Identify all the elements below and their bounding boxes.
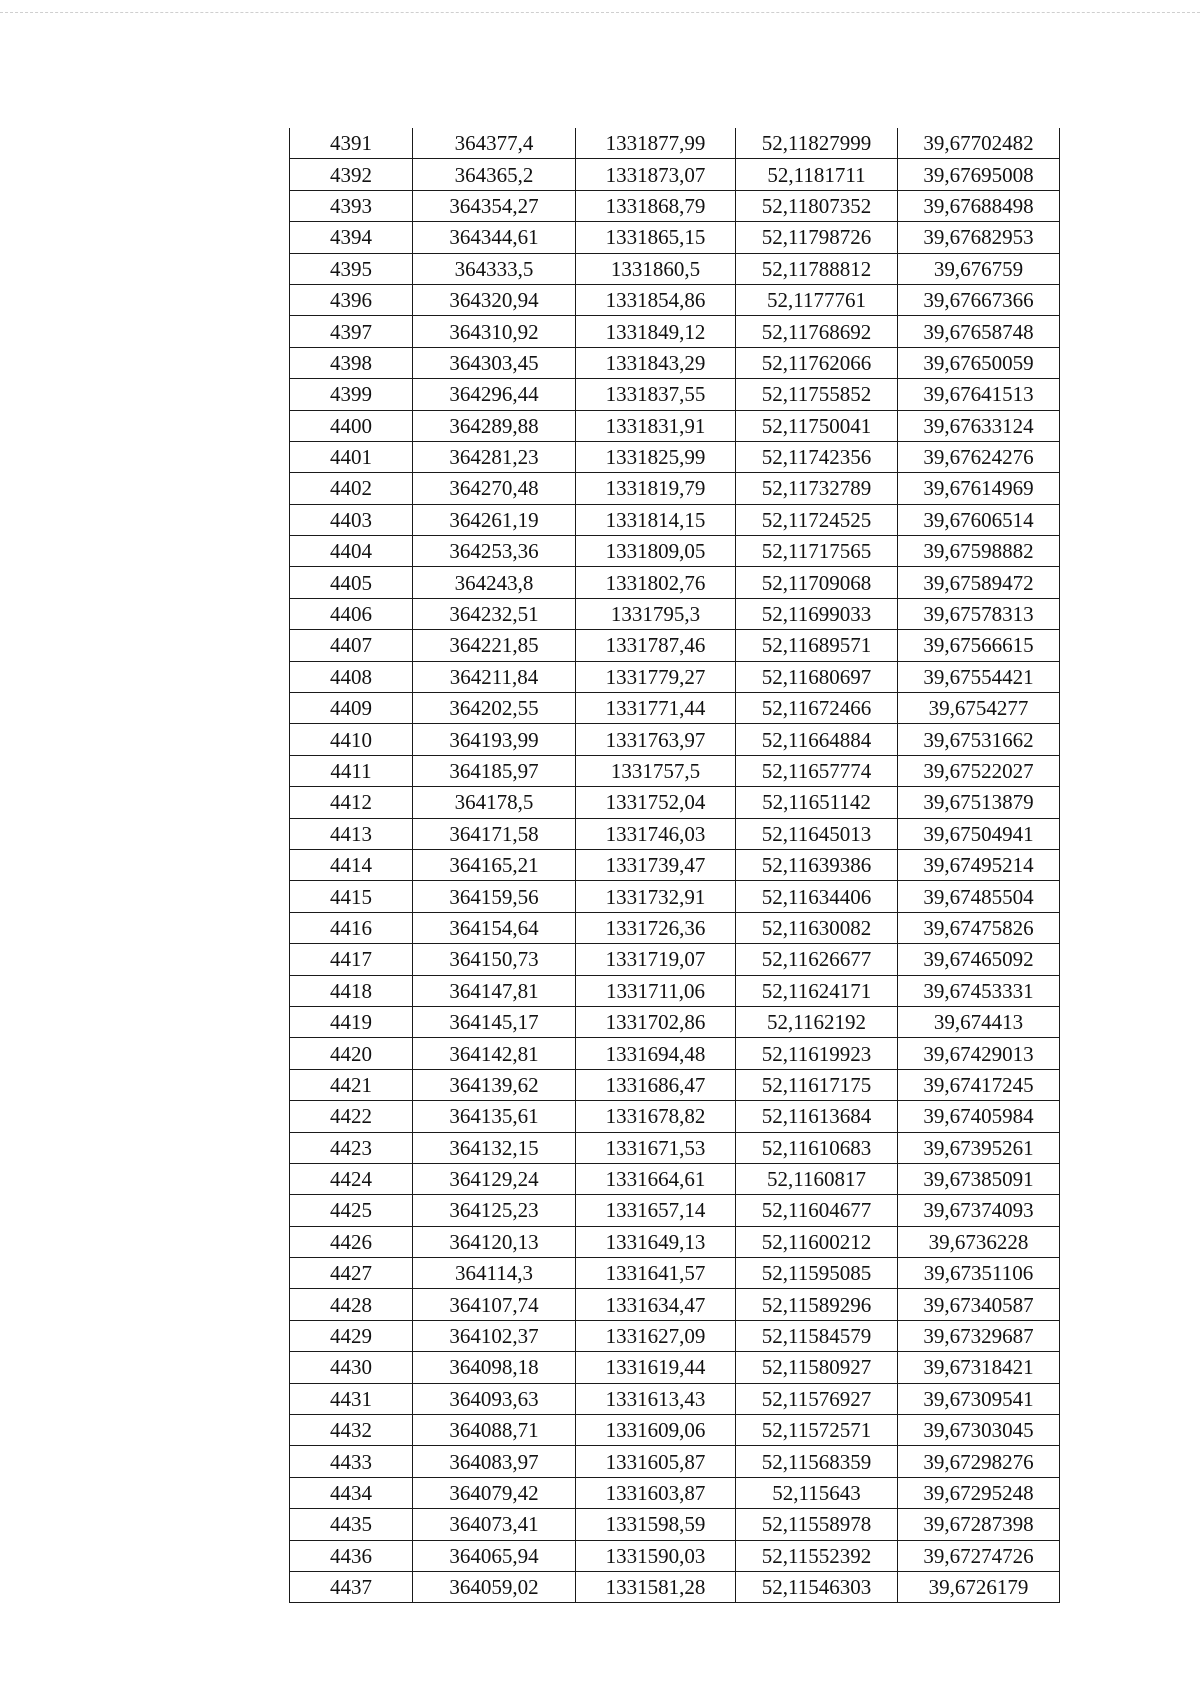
x-coordinate-cell: 364159,56 (413, 881, 576, 912)
y-coordinate-cell: 1331854,86 (576, 284, 736, 315)
point-number-cell: 4426 (290, 1226, 413, 1257)
x-coordinate-cell: 364221,85 (413, 630, 576, 661)
point-number-cell: 4435 (290, 1509, 413, 1540)
latitude-cell: 52,11630082 (736, 912, 898, 943)
y-coordinate-cell: 1331752,04 (576, 787, 736, 818)
longitude-cell: 39,67641513 (898, 379, 1060, 410)
latitude-cell: 52,1160817 (736, 1163, 898, 1194)
point-number-cell: 4422 (290, 1101, 413, 1132)
scan-edge-line (0, 12, 1200, 13)
x-coordinate-cell: 364132,15 (413, 1132, 576, 1163)
longitude-cell: 39,67658748 (898, 316, 1060, 347)
longitude-cell: 39,67453331 (898, 975, 1060, 1006)
y-coordinate-cell: 1331671,53 (576, 1132, 736, 1163)
latitude-cell: 52,1162192 (736, 1006, 898, 1037)
longitude-cell: 39,67695008 (898, 159, 1060, 190)
y-coordinate-cell: 1331726,36 (576, 912, 736, 943)
latitude-cell: 52,11600212 (736, 1226, 898, 1257)
y-coordinate-cell: 1331868,79 (576, 190, 736, 221)
longitude-cell: 39,67309541 (898, 1383, 1060, 1414)
table-row (290, 1477, 1060, 1508)
point-number-cell: 4421 (290, 1069, 413, 1100)
latitude-cell: 52,11672466 (736, 693, 898, 724)
y-coordinate-cell: 1331678,82 (576, 1101, 736, 1132)
table-row (290, 881, 1060, 912)
table-row (290, 724, 1060, 755)
longitude-cell: 39,67522027 (898, 755, 1060, 786)
x-coordinate-cell: 364150,73 (413, 944, 576, 975)
x-coordinate-cell: 364281,23 (413, 441, 576, 472)
longitude-cell: 39,67351106 (898, 1258, 1060, 1289)
table-row (290, 536, 1060, 567)
x-coordinate-cell: 364178,5 (413, 787, 576, 818)
y-coordinate-cell: 1331627,09 (576, 1320, 736, 1351)
coordinates-table-container (289, 128, 1059, 1603)
y-coordinate-cell: 1331873,07 (576, 159, 736, 190)
x-coordinate-cell: 364125,23 (413, 1195, 576, 1226)
y-coordinate-cell: 1331649,13 (576, 1226, 736, 1257)
longitude-cell: 39,67340587 (898, 1289, 1060, 1320)
y-coordinate-cell: 1331865,15 (576, 222, 736, 253)
coordinates-table-body (290, 128, 1060, 1603)
longitude-cell: 39,67682953 (898, 222, 1060, 253)
latitude-cell: 52,11788812 (736, 253, 898, 284)
y-coordinate-cell: 1331605,87 (576, 1446, 736, 1477)
point-number-cell: 4436 (290, 1540, 413, 1571)
latitude-cell: 52,11807352 (736, 190, 898, 221)
x-coordinate-cell: 364211,84 (413, 661, 576, 692)
longitude-cell: 39,67395261 (898, 1132, 1060, 1163)
longitude-cell: 39,67566615 (898, 630, 1060, 661)
x-coordinate-cell: 364270,48 (413, 473, 576, 504)
latitude-cell: 52,11699033 (736, 598, 898, 629)
point-number-cell: 4427 (290, 1258, 413, 1289)
table-row (290, 944, 1060, 975)
longitude-cell: 39,67303045 (898, 1415, 1060, 1446)
y-coordinate-cell: 1331757,5 (576, 755, 736, 786)
x-coordinate-cell: 364253,36 (413, 536, 576, 567)
latitude-cell: 52,11717565 (736, 536, 898, 567)
table-row (290, 316, 1060, 347)
y-coordinate-cell: 1331831,91 (576, 410, 736, 441)
table-row (290, 1101, 1060, 1132)
point-number-cell: 4414 (290, 849, 413, 880)
table-row (290, 347, 1060, 378)
latitude-cell: 52,1177761 (736, 284, 898, 315)
latitude-cell: 52,11610683 (736, 1132, 898, 1163)
latitude-cell: 52,11572571 (736, 1415, 898, 1446)
point-number-cell: 4433 (290, 1446, 413, 1477)
y-coordinate-cell: 1331711,06 (576, 975, 736, 1006)
longitude-cell: 39,67531662 (898, 724, 1060, 755)
point-number-cell: 4391 (290, 128, 413, 159)
x-coordinate-cell: 364232,51 (413, 598, 576, 629)
x-coordinate-cell: 364303,45 (413, 347, 576, 378)
y-coordinate-cell: 1331603,87 (576, 1477, 736, 1508)
table-row (290, 912, 1060, 943)
table-row (290, 253, 1060, 284)
longitude-cell: 39,67374093 (898, 1195, 1060, 1226)
longitude-cell: 39,67554421 (898, 661, 1060, 692)
y-coordinate-cell: 1331787,46 (576, 630, 736, 661)
point-number-cell: 4406 (290, 598, 413, 629)
latitude-cell: 52,1181711 (736, 159, 898, 190)
point-number-cell: 4431 (290, 1383, 413, 1414)
longitude-cell: 39,67405984 (898, 1101, 1060, 1132)
latitude-cell: 52,11689571 (736, 630, 898, 661)
x-coordinate-cell: 364120,13 (413, 1226, 576, 1257)
table-row (290, 975, 1060, 1006)
x-coordinate-cell: 364139,62 (413, 1069, 576, 1100)
point-number-cell: 4411 (290, 755, 413, 786)
point-number-cell: 4405 (290, 567, 413, 598)
point-number-cell: 4437 (290, 1571, 413, 1602)
table-row (290, 1383, 1060, 1414)
latitude-cell: 52,11732789 (736, 473, 898, 504)
table-row (290, 818, 1060, 849)
y-coordinate-cell: 1331795,3 (576, 598, 736, 629)
point-number-cell: 4392 (290, 159, 413, 190)
longitude-cell: 39,67495214 (898, 849, 1060, 880)
latitude-cell: 52,11617175 (736, 1069, 898, 1100)
latitude-cell: 52,11755852 (736, 379, 898, 410)
longitude-cell: 39,67578313 (898, 598, 1060, 629)
point-number-cell: 4420 (290, 1038, 413, 1069)
table-row (290, 630, 1060, 661)
point-number-cell: 4434 (290, 1477, 413, 1508)
x-coordinate-cell: 364185,97 (413, 755, 576, 786)
coordinates-table (289, 128, 1060, 1603)
longitude-cell: 39,674413 (898, 1006, 1060, 1037)
y-coordinate-cell: 1331739,47 (576, 849, 736, 880)
table-row (290, 504, 1060, 535)
latitude-cell: 52,11762066 (736, 347, 898, 378)
x-coordinate-cell: 364059,02 (413, 1571, 576, 1602)
y-coordinate-cell: 1331771,44 (576, 693, 736, 724)
x-coordinate-cell: 364365,2 (413, 159, 576, 190)
table-row (290, 849, 1060, 880)
x-coordinate-cell: 364088,71 (413, 1415, 576, 1446)
longitude-cell: 39,67385091 (898, 1163, 1060, 1194)
x-coordinate-cell: 364145,17 (413, 1006, 576, 1037)
point-number-cell: 4403 (290, 504, 413, 535)
table-row (290, 379, 1060, 410)
point-number-cell: 4416 (290, 912, 413, 943)
x-coordinate-cell: 364147,81 (413, 975, 576, 1006)
y-coordinate-cell: 1331634,47 (576, 1289, 736, 1320)
x-coordinate-cell: 364354,27 (413, 190, 576, 221)
latitude-cell: 52,11664884 (736, 724, 898, 755)
y-coordinate-cell: 1331609,06 (576, 1415, 736, 1446)
point-number-cell: 4419 (290, 1006, 413, 1037)
latitude-cell: 52,11634406 (736, 881, 898, 912)
longitude-cell: 39,67606514 (898, 504, 1060, 535)
longitude-cell: 39,67688498 (898, 190, 1060, 221)
longitude-cell: 39,67702482 (898, 128, 1060, 159)
y-coordinate-cell: 1331860,5 (576, 253, 736, 284)
latitude-cell: 52,11827999 (736, 128, 898, 159)
point-number-cell: 4413 (290, 818, 413, 849)
table-row (290, 1006, 1060, 1037)
x-coordinate-cell: 364310,92 (413, 316, 576, 347)
x-coordinate-cell: 364129,24 (413, 1163, 576, 1194)
x-coordinate-cell: 364093,63 (413, 1383, 576, 1414)
x-coordinate-cell: 364261,19 (413, 504, 576, 535)
longitude-cell: 39,676759 (898, 253, 1060, 284)
table-row (290, 661, 1060, 692)
x-coordinate-cell: 364344,61 (413, 222, 576, 253)
x-coordinate-cell: 364065,94 (413, 1540, 576, 1571)
point-number-cell: 4395 (290, 253, 413, 284)
y-coordinate-cell: 1331802,76 (576, 567, 736, 598)
y-coordinate-cell: 1331619,44 (576, 1352, 736, 1383)
x-coordinate-cell: 364202,55 (413, 693, 576, 724)
latitude-cell: 52,11680697 (736, 661, 898, 692)
longitude-cell: 39,67465092 (898, 944, 1060, 975)
point-number-cell: 4398 (290, 347, 413, 378)
latitude-cell: 52,11613684 (736, 1101, 898, 1132)
x-coordinate-cell: 364114,3 (413, 1258, 576, 1289)
longitude-cell: 39,67475826 (898, 912, 1060, 943)
longitude-cell: 39,67485504 (898, 881, 1060, 912)
table-row (290, 1509, 1060, 1540)
table-row (290, 1320, 1060, 1351)
longitude-cell: 39,6726179 (898, 1571, 1060, 1602)
x-coordinate-cell: 364073,41 (413, 1509, 576, 1540)
x-coordinate-cell: 364107,74 (413, 1289, 576, 1320)
latitude-cell: 52,11604677 (736, 1195, 898, 1226)
x-coordinate-cell: 364102,37 (413, 1320, 576, 1351)
table-row (290, 1289, 1060, 1320)
table-row (290, 1415, 1060, 1446)
longitude-cell: 39,6736228 (898, 1226, 1060, 1257)
x-coordinate-cell: 364289,88 (413, 410, 576, 441)
point-number-cell: 4412 (290, 787, 413, 818)
latitude-cell: 52,11657774 (736, 755, 898, 786)
point-number-cell: 4399 (290, 379, 413, 410)
table-row (290, 222, 1060, 253)
y-coordinate-cell: 1331598,59 (576, 1509, 736, 1540)
latitude-cell: 52,11589296 (736, 1289, 898, 1320)
latitude-cell: 52,11742356 (736, 441, 898, 472)
table-row (290, 410, 1060, 441)
x-coordinate-cell: 364320,94 (413, 284, 576, 315)
latitude-cell: 52,11552392 (736, 1540, 898, 1571)
table-row (290, 693, 1060, 724)
longitude-cell: 39,67298276 (898, 1446, 1060, 1477)
longitude-cell: 39,67417245 (898, 1069, 1060, 1100)
longitude-cell: 39,67504941 (898, 818, 1060, 849)
table-row (290, 473, 1060, 504)
x-coordinate-cell: 364165,21 (413, 849, 576, 880)
latitude-cell: 52,11546303 (736, 1571, 898, 1602)
point-number-cell: 4410 (290, 724, 413, 755)
point-number-cell: 4407 (290, 630, 413, 661)
point-number-cell: 4425 (290, 1195, 413, 1226)
y-coordinate-cell: 1331694,48 (576, 1038, 736, 1069)
point-number-cell: 4400 (290, 410, 413, 441)
latitude-cell: 52,11798726 (736, 222, 898, 253)
latitude-cell: 52,11626677 (736, 944, 898, 975)
longitude-cell: 39,67295248 (898, 1477, 1060, 1508)
y-coordinate-cell: 1331732,91 (576, 881, 736, 912)
longitude-cell: 39,67667366 (898, 284, 1060, 315)
point-number-cell: 4429 (290, 1320, 413, 1351)
latitude-cell: 52,11558978 (736, 1509, 898, 1540)
y-coordinate-cell: 1331686,47 (576, 1069, 736, 1100)
point-number-cell: 4428 (290, 1289, 413, 1320)
x-coordinate-cell: 364079,42 (413, 1477, 576, 1508)
table-row (290, 1069, 1060, 1100)
table-row (290, 159, 1060, 190)
longitude-cell: 39,67633124 (898, 410, 1060, 441)
longitude-cell: 39,67589472 (898, 567, 1060, 598)
point-number-cell: 4423 (290, 1132, 413, 1163)
y-coordinate-cell: 1331849,12 (576, 316, 736, 347)
table-row (290, 190, 1060, 221)
longitude-cell: 39,67598882 (898, 536, 1060, 567)
latitude-cell: 52,11580927 (736, 1352, 898, 1383)
x-coordinate-cell: 364135,61 (413, 1101, 576, 1132)
longitude-cell: 39,67274726 (898, 1540, 1060, 1571)
y-coordinate-cell: 1331825,99 (576, 441, 736, 472)
longitude-cell: 39,67513879 (898, 787, 1060, 818)
point-number-cell: 4401 (290, 441, 413, 472)
point-number-cell: 4432 (290, 1415, 413, 1446)
point-number-cell: 4397 (290, 316, 413, 347)
latitude-cell: 52,11768692 (736, 316, 898, 347)
point-number-cell: 4409 (290, 693, 413, 724)
table-row (290, 1038, 1060, 1069)
y-coordinate-cell: 1331746,03 (576, 818, 736, 849)
latitude-cell: 52,11595085 (736, 1258, 898, 1289)
y-coordinate-cell: 1331581,28 (576, 1571, 736, 1602)
y-coordinate-cell: 1331809,05 (576, 536, 736, 567)
y-coordinate-cell: 1331719,07 (576, 944, 736, 975)
x-coordinate-cell: 364142,81 (413, 1038, 576, 1069)
x-coordinate-cell: 364083,97 (413, 1446, 576, 1477)
latitude-cell: 52,11750041 (736, 410, 898, 441)
longitude-cell: 39,67614969 (898, 473, 1060, 504)
point-number-cell: 4396 (290, 284, 413, 315)
table-row (290, 1195, 1060, 1226)
longitude-cell: 39,67287398 (898, 1509, 1060, 1540)
table-row (290, 128, 1060, 159)
y-coordinate-cell: 1331837,55 (576, 379, 736, 410)
latitude-cell: 52,11584579 (736, 1320, 898, 1351)
longitude-cell: 39,67650059 (898, 347, 1060, 378)
latitude-cell: 52,11624171 (736, 975, 898, 1006)
x-coordinate-cell: 364171,58 (413, 818, 576, 849)
y-coordinate-cell: 1331779,27 (576, 661, 736, 692)
x-coordinate-cell: 364296,44 (413, 379, 576, 410)
longitude-cell: 39,67624276 (898, 441, 1060, 472)
latitude-cell: 52,11651142 (736, 787, 898, 818)
x-coordinate-cell: 364333,5 (413, 253, 576, 284)
latitude-cell: 52,11724525 (736, 504, 898, 535)
y-coordinate-cell: 1331657,14 (576, 1195, 736, 1226)
y-coordinate-cell: 1331590,03 (576, 1540, 736, 1571)
y-coordinate-cell: 1331814,15 (576, 504, 736, 535)
point-number-cell: 4393 (290, 190, 413, 221)
x-coordinate-cell: 364098,18 (413, 1352, 576, 1383)
y-coordinate-cell: 1331819,79 (576, 473, 736, 504)
y-coordinate-cell: 1331641,57 (576, 1258, 736, 1289)
table-row (290, 1226, 1060, 1257)
point-number-cell: 4424 (290, 1163, 413, 1194)
y-coordinate-cell: 1331613,43 (576, 1383, 736, 1414)
table-row (290, 1132, 1060, 1163)
y-coordinate-cell: 1331702,86 (576, 1006, 736, 1037)
table-row (290, 1352, 1060, 1383)
table-row (290, 598, 1060, 629)
y-coordinate-cell: 1331877,99 (576, 128, 736, 159)
latitude-cell: 52,11639386 (736, 849, 898, 880)
latitude-cell: 52,11645013 (736, 818, 898, 849)
point-number-cell: 4402 (290, 473, 413, 504)
table-row (290, 1540, 1060, 1571)
longitude-cell: 39,67318421 (898, 1352, 1060, 1383)
latitude-cell: 52,11619923 (736, 1038, 898, 1069)
y-coordinate-cell: 1331664,61 (576, 1163, 736, 1194)
table-row (290, 787, 1060, 818)
longitude-cell: 39,6754277 (898, 693, 1060, 724)
table-row (290, 567, 1060, 598)
table-row (290, 755, 1060, 786)
table-row (290, 1163, 1060, 1194)
point-number-cell: 4418 (290, 975, 413, 1006)
y-coordinate-cell: 1331763,97 (576, 724, 736, 755)
latitude-cell: 52,11709068 (736, 567, 898, 598)
longitude-cell: 39,67429013 (898, 1038, 1060, 1069)
point-number-cell: 4417 (290, 944, 413, 975)
x-coordinate-cell: 364243,8 (413, 567, 576, 598)
point-number-cell: 4430 (290, 1352, 413, 1383)
point-number-cell: 4394 (290, 222, 413, 253)
table-row (290, 284, 1060, 315)
latitude-cell: 52,11576927 (736, 1383, 898, 1414)
table-row (290, 1446, 1060, 1477)
latitude-cell: 52,115643 (736, 1477, 898, 1508)
point-number-cell: 4408 (290, 661, 413, 692)
point-number-cell: 4404 (290, 536, 413, 567)
y-coordinate-cell: 1331843,29 (576, 347, 736, 378)
point-number-cell: 4415 (290, 881, 413, 912)
x-coordinate-cell: 364193,99 (413, 724, 576, 755)
latitude-cell: 52,11568359 (736, 1446, 898, 1477)
longitude-cell: 39,67329687 (898, 1320, 1060, 1351)
x-coordinate-cell: 364154,64 (413, 912, 576, 943)
table-row (290, 1258, 1060, 1289)
x-coordinate-cell: 364377,4 (413, 128, 576, 159)
table-row (290, 441, 1060, 472)
table-row (290, 1571, 1060, 1602)
